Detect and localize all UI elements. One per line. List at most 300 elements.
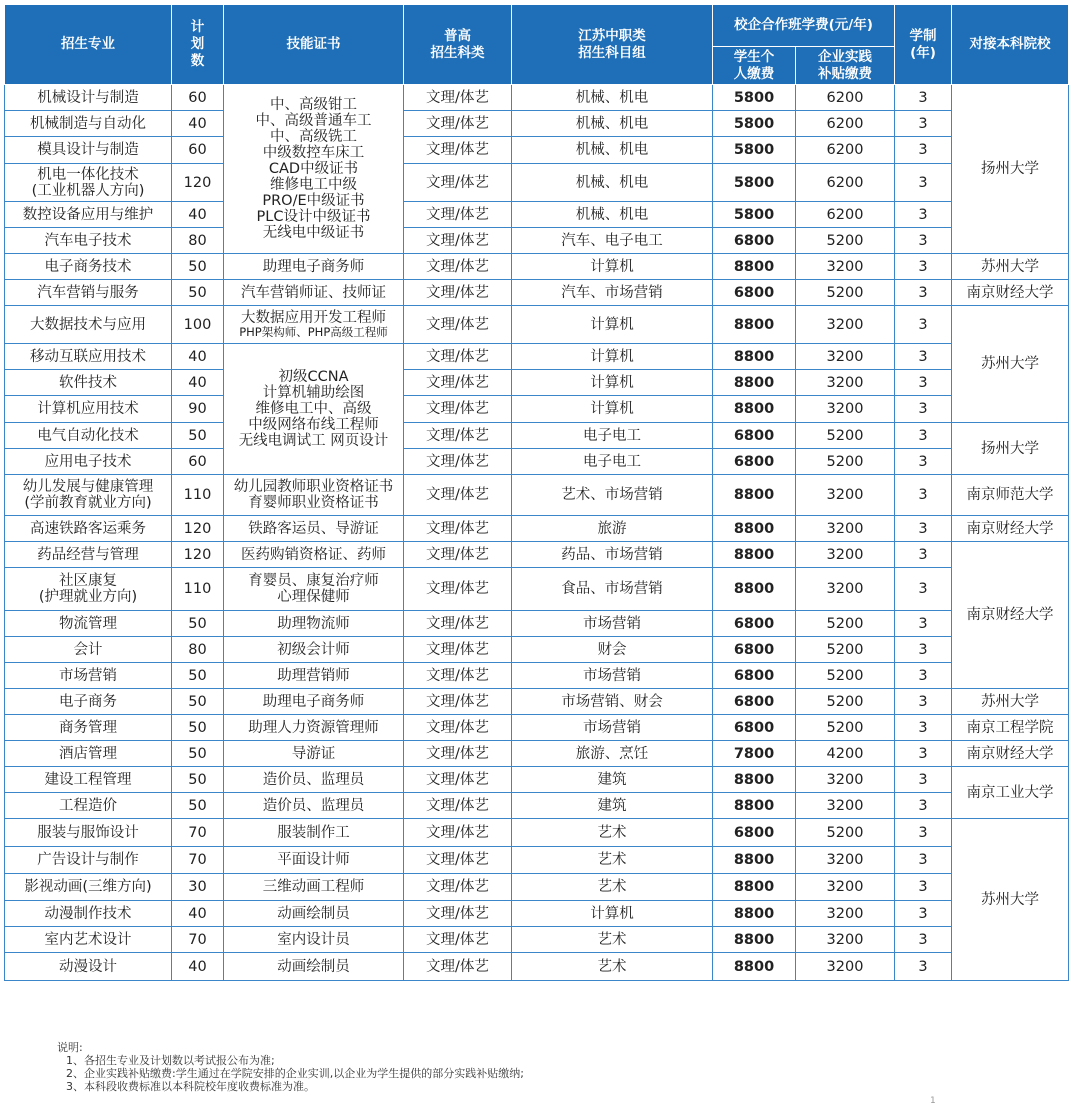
student-fee-cell: 8800 xyxy=(713,847,796,874)
header-plan: 计 划 数 xyxy=(172,5,224,85)
enterprise-fee-cell: 6200 xyxy=(796,137,895,164)
cert-cell xyxy=(224,254,404,280)
table-header xyxy=(5,5,1069,85)
student-fee-cell: 6800 xyxy=(713,663,796,689)
cert-cell xyxy=(224,306,404,344)
table-row xyxy=(5,423,1069,449)
student-fee-cell: 8800 xyxy=(713,254,796,280)
general-category-cell: 文理/体艺 xyxy=(404,542,512,568)
major-cell: 高速铁路客运乘务 xyxy=(5,516,172,542)
general-category-cell: 文理/体艺 xyxy=(404,85,512,111)
duration-cell: 3 xyxy=(895,280,952,306)
enterprise-fee-cell: 6200 xyxy=(796,111,895,137)
jiangsu-category-cell: 机械、机电 xyxy=(512,202,713,228)
plan-cell: 50 xyxy=(172,689,224,715)
cert-cell xyxy=(224,637,404,663)
cert-cell xyxy=(224,663,404,689)
major-cell: 大数据技术与应用 xyxy=(5,306,172,344)
general-category-cell: 文理/体艺 xyxy=(404,901,512,927)
jiangsu-category-cell: 汽车、市场营销 xyxy=(512,280,713,306)
duration-cell: 3 xyxy=(895,85,952,111)
table-row xyxy=(5,516,1069,542)
general-category-cell: 文理/体艺 xyxy=(404,874,512,901)
plan-cell: 60 xyxy=(172,449,224,475)
plan-cell: 50 xyxy=(172,280,224,306)
table-row xyxy=(5,901,1069,927)
major-cell: 社区康复 (护理就业方向) xyxy=(5,568,172,611)
cert-text: 助理物流师 xyxy=(277,615,350,632)
university-cell: 南京工业大学 xyxy=(952,767,1069,819)
enterprise-fee-cell: 5200 xyxy=(796,228,895,254)
duration-cell: 3 xyxy=(895,927,952,953)
enterprise-fee-cell: 5200 xyxy=(796,689,895,715)
major-cell: 幼儿发展与健康管理 (学前教育就业方向) xyxy=(5,475,172,516)
enterprise-fee-cell: 3200 xyxy=(796,396,895,423)
cert-text: 铁路客运员、导游证 xyxy=(248,520,379,537)
general-category-cell: 文理/体艺 xyxy=(404,396,512,423)
student-fee-cell: 8800 xyxy=(713,874,796,901)
major-cell: 会计 xyxy=(5,637,172,663)
student-fee-cell: 6800 xyxy=(713,819,796,847)
duration-cell: 3 xyxy=(895,637,952,663)
enterprise-fee-cell: 6200 xyxy=(796,85,895,111)
major-cell: 机电一体化技术 (工业机器人方向) xyxy=(5,164,172,202)
enterprise-fee-cell: 5200 xyxy=(796,637,895,663)
note-item: 2、企业实践补贴缴费:学生通过在学院安排的企业实训,以企业为学生提供的部分实践补贴缴纳; xyxy=(66,1067,524,1080)
cert-text: 动画绘制员 xyxy=(277,958,350,975)
header-jiangsu-category: 江苏中职类 招生科目组 xyxy=(512,5,713,85)
student-fee-cell: 6800 xyxy=(713,423,796,449)
general-category-cell: 文理/体艺 xyxy=(404,370,512,396)
duration-cell: 3 xyxy=(895,449,952,475)
table-row xyxy=(5,874,1069,901)
enterprise-fee-cell: 3200 xyxy=(796,953,895,981)
student-fee-cell: 8800 xyxy=(713,568,796,611)
cert-cell xyxy=(224,280,404,306)
jiangsu-category-cell: 市场营销、财会 xyxy=(512,689,713,715)
enrollment-table xyxy=(4,4,1069,981)
enterprise-fee-cell: 3200 xyxy=(796,767,895,793)
plan-cell: 90 xyxy=(172,396,224,423)
duration-cell: 3 xyxy=(895,344,952,370)
general-category-cell: 文理/体艺 xyxy=(404,793,512,819)
plan-cell: 50 xyxy=(172,741,224,767)
duration-cell: 3 xyxy=(895,819,952,847)
cert-cell xyxy=(224,611,404,637)
header-duration: 学制 (年) xyxy=(895,5,952,85)
cert-text: 服装制作工 xyxy=(277,824,350,841)
table-row xyxy=(5,663,1069,689)
duration-cell: 3 xyxy=(895,793,952,819)
general-category-cell: 文理/体艺 xyxy=(404,611,512,637)
enterprise-fee-cell: 3200 xyxy=(796,874,895,901)
duration-cell: 3 xyxy=(895,202,952,228)
major-cell: 电气自动化技术 xyxy=(5,423,172,449)
general-category-cell: 文理/体艺 xyxy=(404,164,512,202)
jiangsu-category-cell: 旅游 xyxy=(512,516,713,542)
student-fee-cell: 8800 xyxy=(713,370,796,396)
cert-cell xyxy=(224,767,404,793)
cert-cell xyxy=(224,953,404,981)
student-fee-cell: 5800 xyxy=(713,164,796,202)
student-fee-cell: 8800 xyxy=(713,793,796,819)
cert-cell xyxy=(224,715,404,741)
duration-cell: 3 xyxy=(895,901,952,927)
major-cell: 动漫制作技术 xyxy=(5,901,172,927)
header-general-category: 普高 招生科类 xyxy=(404,5,512,85)
major-cell: 服装与服饰设计 xyxy=(5,819,172,847)
duration-cell: 3 xyxy=(895,475,952,516)
cert-text: 三维动画工程师 xyxy=(262,879,365,895)
enterprise-fee-cell: 3200 xyxy=(796,516,895,542)
jiangsu-category-cell: 食品、市场营销 xyxy=(512,568,713,611)
major-cell: 室内艺术设计 xyxy=(5,927,172,953)
major-cell: 工程造价 xyxy=(5,793,172,819)
table-row xyxy=(5,741,1069,767)
plan-cell: 50 xyxy=(172,767,224,793)
student-fee-cell: 6800 xyxy=(713,228,796,254)
table-row xyxy=(5,254,1069,280)
student-fee-cell: 8800 xyxy=(713,516,796,542)
plan-cell: 50 xyxy=(172,793,224,819)
major-cell: 酒店管理 xyxy=(5,741,172,767)
university-cell: 扬州大学 xyxy=(952,423,1069,475)
plan-cell: 120 xyxy=(172,164,224,202)
student-fee-cell: 6800 xyxy=(713,449,796,475)
major-cell: 移动互联应用技术 xyxy=(5,344,172,370)
cert-text: 造价员、监理员 xyxy=(262,771,365,788)
jiangsu-category-cell: 药品、市场营销 xyxy=(512,542,713,568)
major-cell: 电子商务技术 xyxy=(5,254,172,280)
duration-cell: 3 xyxy=(895,767,952,793)
plan-cell: 50 xyxy=(172,423,224,449)
university-cell: 南京财经大学 xyxy=(952,516,1069,542)
header-university: 对接本科院校 xyxy=(952,5,1069,85)
table-row xyxy=(5,953,1069,981)
cert-cell xyxy=(224,344,404,475)
plan-cell: 70 xyxy=(172,927,224,953)
university-cell: 苏州大学 xyxy=(952,306,1069,423)
general-category-cell: 文理/体艺 xyxy=(404,280,512,306)
student-fee-cell: 8800 xyxy=(713,953,796,981)
major-cell: 软件技术 xyxy=(5,370,172,396)
enterprise-fee-cell: 3200 xyxy=(796,793,895,819)
plan-cell: 60 xyxy=(172,85,224,111)
plan-cell: 110 xyxy=(172,568,224,611)
cert-cell xyxy=(224,475,404,516)
table-row xyxy=(5,847,1069,874)
major-cell: 广告设计与制作 xyxy=(5,847,172,874)
enterprise-fee-cell: 5200 xyxy=(796,819,895,847)
jiangsu-category-cell: 艺术 xyxy=(512,847,713,874)
table-row xyxy=(5,111,1069,137)
major-cell: 商务管理 xyxy=(5,715,172,741)
university-cell: 南京工程学院 xyxy=(952,715,1069,741)
cert-cell xyxy=(224,927,404,953)
plan-cell: 70 xyxy=(172,819,224,847)
duration-cell: 3 xyxy=(895,164,952,202)
header-enterprise-fee: 企业实践 补贴缴费 xyxy=(796,47,895,85)
cert-cell xyxy=(224,874,404,901)
cert-cell xyxy=(224,819,404,847)
student-fee-cell: 6800 xyxy=(713,689,796,715)
cert-text: 动画绘制员 xyxy=(277,905,350,922)
jiangsu-category-cell: 计算机 xyxy=(512,370,713,396)
student-fee-cell: 7800 xyxy=(713,741,796,767)
table-row xyxy=(5,819,1069,847)
table-row xyxy=(5,689,1069,715)
major-cell: 物流管理 xyxy=(5,611,172,637)
student-fee-cell: 5800 xyxy=(713,137,796,164)
table-row xyxy=(5,475,1069,516)
plan-cell: 40 xyxy=(172,344,224,370)
plan-cell: 40 xyxy=(172,202,224,228)
jiangsu-category-cell: 电子电工 xyxy=(512,423,713,449)
student-fee-cell: 6800 xyxy=(713,715,796,741)
table-row xyxy=(5,344,1069,370)
enterprise-fee-cell: 5200 xyxy=(796,280,895,306)
general-category-cell: 文理/体艺 xyxy=(404,741,512,767)
cert-cell xyxy=(224,568,404,611)
general-category-cell: 文理/体艺 xyxy=(404,715,512,741)
cert-text: 助理电子商务师 xyxy=(262,258,365,275)
student-fee-cell: 6800 xyxy=(713,280,796,306)
enterprise-fee-cell: 3200 xyxy=(796,344,895,370)
general-category-cell: 文理/体艺 xyxy=(404,475,512,516)
major-cell: 计算机应用技术 xyxy=(5,396,172,423)
jiangsu-category-cell: 建筑 xyxy=(512,767,713,793)
duration-cell: 3 xyxy=(895,715,952,741)
cert-text: 初级会计师 xyxy=(277,641,350,658)
plan-cell: 120 xyxy=(172,516,224,542)
plan-cell: 40 xyxy=(172,953,224,981)
jiangsu-category-cell: 财会 xyxy=(512,637,713,663)
cert-text: 室内设计员 xyxy=(277,931,350,948)
general-category-cell: 文理/体艺 xyxy=(404,254,512,280)
student-fee-cell: 5800 xyxy=(713,85,796,111)
jiangsu-category-cell: 计算机 xyxy=(512,901,713,927)
table-row xyxy=(5,164,1069,202)
jiangsu-category-cell: 计算机 xyxy=(512,396,713,423)
jiangsu-category-cell: 机械、机电 xyxy=(512,111,713,137)
major-cell: 电子商务 xyxy=(5,689,172,715)
general-category-cell: 文理/体艺 xyxy=(404,137,512,164)
jiangsu-category-cell: 市场营销 xyxy=(512,715,713,741)
cert-cell xyxy=(224,85,404,254)
student-fee-cell: 8800 xyxy=(713,475,796,516)
cert-text: 医药购销资格证、药师 xyxy=(241,546,386,563)
enterprise-fee-cell: 5200 xyxy=(796,423,895,449)
plan-cell: 120 xyxy=(172,542,224,568)
university-cell: 南京财经大学 xyxy=(952,280,1069,306)
table-row xyxy=(5,611,1069,637)
duration-cell: 3 xyxy=(895,611,952,637)
enterprise-fee-cell: 3200 xyxy=(796,901,895,927)
duration-cell: 3 xyxy=(895,847,952,874)
plan-cell: 50 xyxy=(172,611,224,637)
major-cell: 市场营销 xyxy=(5,663,172,689)
major-cell: 机械制造与自动化 xyxy=(5,111,172,137)
duration-cell: 3 xyxy=(895,370,952,396)
duration-cell: 3 xyxy=(895,953,952,981)
jiangsu-category-cell: 艺术 xyxy=(512,953,713,981)
major-cell: 影视动画(三维方向) xyxy=(5,874,172,901)
general-category-cell: 文理/体艺 xyxy=(404,306,512,344)
jiangsu-category-cell: 市场营销 xyxy=(512,663,713,689)
plan-cell: 30 xyxy=(172,874,224,901)
enterprise-fee-cell: 3200 xyxy=(796,254,895,280)
table-row xyxy=(5,637,1069,663)
general-category-cell: 文理/体艺 xyxy=(404,111,512,137)
table-row xyxy=(5,568,1069,611)
jiangsu-category-cell: 市场营销 xyxy=(512,611,713,637)
jiangsu-category-cell: 艺术 xyxy=(512,819,713,847)
general-category-cell: 文理/体艺 xyxy=(404,847,512,874)
major-cell: 建设工程管理 xyxy=(5,767,172,793)
general-category-cell: 文理/体艺 xyxy=(404,228,512,254)
header-major: 招生专业 xyxy=(5,5,172,85)
enterprise-fee-cell: 6200 xyxy=(796,164,895,202)
cert-text: 平面设计师 xyxy=(277,852,350,868)
student-fee-cell: 8800 xyxy=(713,306,796,344)
header-fee-group: 校企合作班学费(元/年) xyxy=(713,5,895,47)
cert-cell xyxy=(224,847,404,874)
general-category-cell: 文理/体艺 xyxy=(404,927,512,953)
table-row xyxy=(5,715,1069,741)
enterprise-fee-cell: 5200 xyxy=(796,715,895,741)
student-fee-cell: 6800 xyxy=(713,611,796,637)
major-cell: 机械设计与制造 xyxy=(5,85,172,111)
university-cell: 苏州大学 xyxy=(952,819,1069,981)
duration-cell: 3 xyxy=(895,396,952,423)
major-cell: 药品经营与管理 xyxy=(5,542,172,568)
major-cell: 动漫设计 xyxy=(5,953,172,981)
enterprise-fee-cell: 3200 xyxy=(796,568,895,611)
duration-cell: 3 xyxy=(895,137,952,164)
plan-cell: 50 xyxy=(172,715,224,741)
cert-text: 幼儿园教师职业资格证书 育婴师职业资格证书 xyxy=(233,479,394,511)
table-row xyxy=(5,927,1069,953)
general-category-cell: 文理/体艺 xyxy=(404,953,512,981)
cert-cell xyxy=(224,542,404,568)
table-row xyxy=(5,767,1069,793)
enterprise-fee-cell: 3200 xyxy=(796,370,895,396)
cert-text: 初级CCNA 计算机辅助绘图 维修电工中、高级 中级网络布线工程师 无线电调试工 网页设计 xyxy=(238,369,389,449)
duration-cell: 3 xyxy=(895,516,952,542)
cert-cell xyxy=(224,516,404,542)
cert-text: 助理营销师 xyxy=(277,667,350,684)
enterprise-fee-cell: 3200 xyxy=(796,542,895,568)
major-cell: 模具设计与制造 xyxy=(5,137,172,164)
enterprise-fee-cell: 6200 xyxy=(796,202,895,228)
plan-cell: 80 xyxy=(172,228,224,254)
enterprise-fee-cell: 3200 xyxy=(796,306,895,344)
table-row xyxy=(5,202,1069,228)
jiangsu-category-cell: 电子电工 xyxy=(512,449,713,475)
cert-cell xyxy=(224,793,404,819)
cert-subtext: PHP架构师、PHP高级工程师 xyxy=(239,325,388,339)
table-row xyxy=(5,793,1069,819)
plan-cell: 110 xyxy=(172,475,224,516)
table-row xyxy=(5,306,1069,344)
general-category-cell: 文理/体艺 xyxy=(404,663,512,689)
table-row xyxy=(5,396,1069,423)
duration-cell: 3 xyxy=(895,663,952,689)
general-category-cell: 文理/体艺 xyxy=(404,344,512,370)
plan-cell: 70 xyxy=(172,847,224,874)
student-fee-cell: 8800 xyxy=(713,901,796,927)
plan-cell: 40 xyxy=(172,370,224,396)
table-row xyxy=(5,85,1069,111)
table-row xyxy=(5,137,1069,164)
university-cell: 苏州大学 xyxy=(952,254,1069,280)
student-fee-cell: 8800 xyxy=(713,927,796,953)
plan-cell: 50 xyxy=(172,663,224,689)
enterprise-fee-cell: 3200 xyxy=(796,847,895,874)
duration-cell: 3 xyxy=(895,874,952,901)
jiangsu-category-cell: 汽车、电子电工 xyxy=(512,228,713,254)
jiangsu-category-cell: 机械、机电 xyxy=(512,164,713,202)
enterprise-fee-cell: 5200 xyxy=(796,663,895,689)
major-cell: 数控设备应用与维护 xyxy=(5,202,172,228)
plan-cell: 40 xyxy=(172,111,224,137)
enterprise-fee-cell: 3200 xyxy=(796,475,895,516)
duration-cell: 3 xyxy=(895,689,952,715)
cert-cell xyxy=(224,741,404,767)
duration-cell: 3 xyxy=(895,542,952,568)
table-row xyxy=(5,370,1069,396)
header-student-fee: 学生个 人缴费 xyxy=(713,47,796,85)
university-cell: 南京师范大学 xyxy=(952,475,1069,516)
jiangsu-category-cell: 计算机 xyxy=(512,254,713,280)
student-fee-cell: 5800 xyxy=(713,202,796,228)
general-category-cell: 文理/体艺 xyxy=(404,689,512,715)
student-fee-cell: 8800 xyxy=(713,542,796,568)
plan-cell: 100 xyxy=(172,306,224,344)
university-cell: 扬州大学 xyxy=(952,85,1069,254)
general-category-cell: 文理/体艺 xyxy=(404,516,512,542)
cert-text: 造价员、监理员 xyxy=(262,797,365,814)
major-cell: 汽车电子技术 xyxy=(5,228,172,254)
note-item: 1、各招生专业及计划数以考试报公布为准; xyxy=(66,1054,275,1067)
student-fee-cell: 5800 xyxy=(713,111,796,137)
notes-title: 说明: xyxy=(57,1041,83,1054)
table-row xyxy=(5,542,1069,568)
student-fee-cell: 6800 xyxy=(713,637,796,663)
university-cell: 南京财经大学 xyxy=(952,741,1069,767)
cert-cell xyxy=(224,901,404,927)
notes-section xyxy=(57,1041,524,1093)
duration-cell: 3 xyxy=(895,423,952,449)
table-row xyxy=(5,449,1069,475)
jiangsu-category-cell: 艺术 xyxy=(512,927,713,953)
jiangsu-category-cell: 旅游、烹饪 xyxy=(512,741,713,767)
cert-text: 汽车营销师证、技师证 xyxy=(241,284,386,301)
enterprise-fee-cell: 5200 xyxy=(796,449,895,475)
general-category-cell: 文理/体艺 xyxy=(404,449,512,475)
jiangsu-category-cell: 计算机 xyxy=(512,344,713,370)
general-category-cell: 文理/体艺 xyxy=(404,637,512,663)
jiangsu-category-cell: 艺术、市场营销 xyxy=(512,475,713,516)
cert-cell xyxy=(224,689,404,715)
general-category-cell: 文理/体艺 xyxy=(404,767,512,793)
cert-text: 导游证 xyxy=(291,745,336,762)
university-cell: 南京财经大学 xyxy=(952,542,1069,689)
table-row xyxy=(5,280,1069,306)
duration-cell: 3 xyxy=(895,306,952,344)
student-fee-cell: 8800 xyxy=(713,767,796,793)
table-row xyxy=(5,228,1069,254)
